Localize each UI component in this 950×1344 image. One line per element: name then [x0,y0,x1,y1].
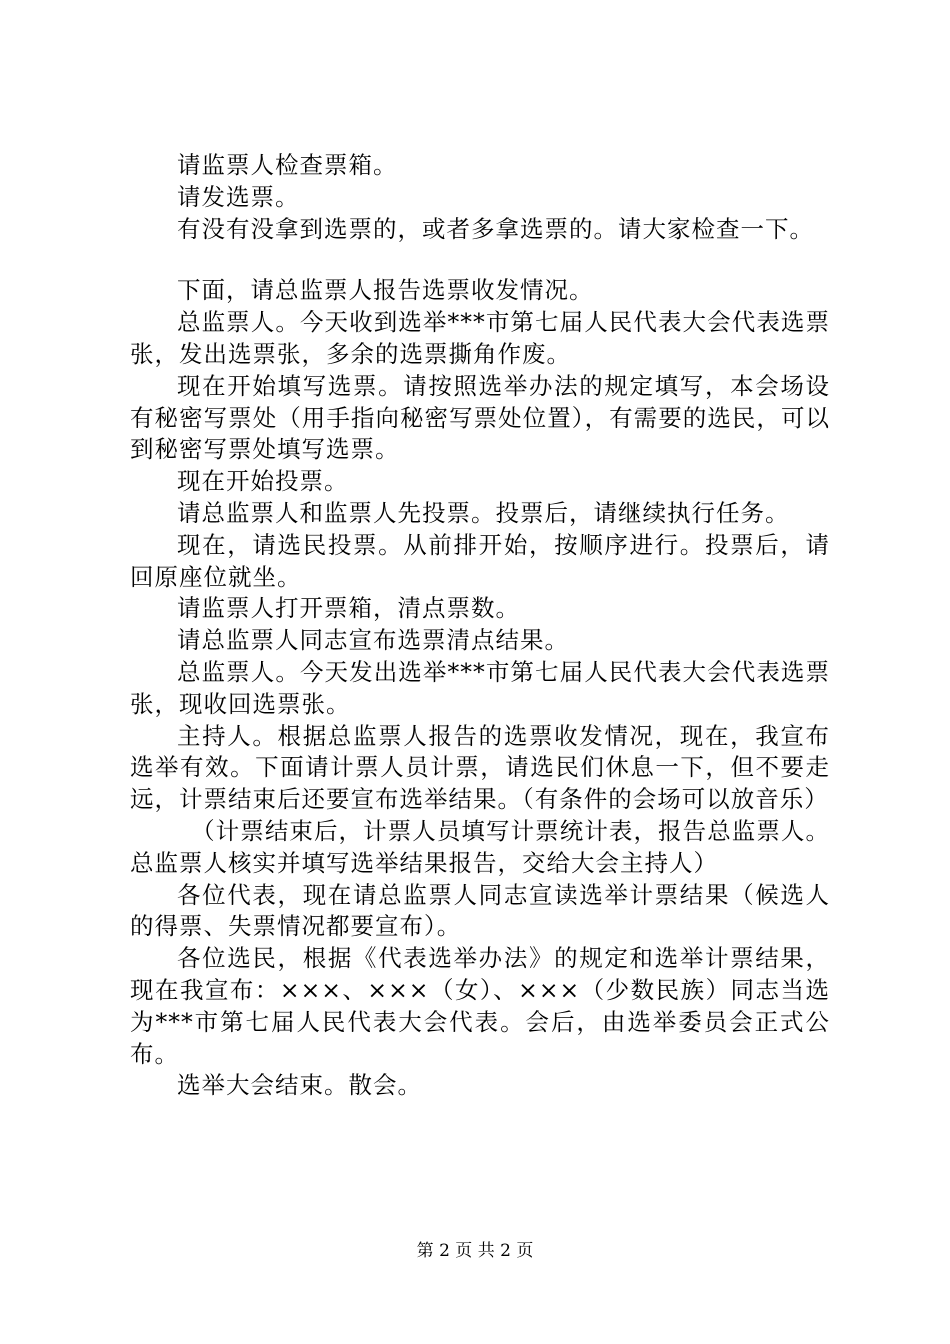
paragraph-1: 请监票人检查票箱。 [177,151,398,179]
paragraph-9: 现在，请选民投票。从前排开始，按顺序进行。投票后，请回原座位就坐。 [130,530,830,591]
paragraph-17: 选举大会结束。散会。 [177,1071,422,1100]
paragraph-6: 现在开始填写选票。请按照选举办法的规定填写，本会场设有秘密写票处（用手指向秘密写票处位置），有需要的选民，可以到秘密写票处填写选票。 [130,371,830,464]
paragraph-14: （计票结束后，计票人员填写计票统计表，报告总监票人。总监票人核实并填写选举结果报告，交给大会主持人） [130,816,830,877]
page-number-footer: 第 2 页 共 2 页 [416,1241,534,1261]
paragraph-11: 请总监票人同志宣布选票清点结果。 [177,626,569,655]
paragraph-7: 现在开始投票。 [177,467,349,496]
paragraph-12: 总监票人。今天发出选举***市第七届人民代表大会代表选票张，现收回选票张。 [130,657,830,718]
paragraph-2: 请发选票。 [177,182,300,211]
paragraph-15: 各位代表，现在请总监票人同志宣读选举计票结果（候选人的得票、失票情况都要宣布）。 [130,880,830,941]
paragraph-8: 请总监票人和监票人先投票。投票后，请继续执行任务。 [177,498,790,527]
paragraph-13: 主持人。根据总监票人报告的选票收发情况，现在，我宣布选举有效。下面请计票人员计票，请选民们休息一下，但不要走远，计票结束后还要宣布选举结果。（有条件的会场可以放音乐） [130,721,830,814]
paragraph-4: 下面，请总监票人报告选票收发情况。 [177,276,594,305]
document-body [130,150,830,1102]
paragraph-10: 请监票人打开票箱，清点票数。 [177,594,520,623]
paragraph-3: 有没有没拿到选票的，或者多拿选票的。请大家检查一下。 [177,214,814,243]
paragraph-5: 总监票人。今天收到选举***市第七届人民代表大会代表选票张，发出选票张，多余的选票撕角作废。 [130,308,830,368]
paragraph-16: 各位选民，根据《代表选举办法》的规定和选举计票结果，现在我宣布：×××、×××（女）、×××（少数民族）同志当选为***市第七届人民代表大会代表。会后，由选举委员会正式公布。 [130,944,830,1068]
